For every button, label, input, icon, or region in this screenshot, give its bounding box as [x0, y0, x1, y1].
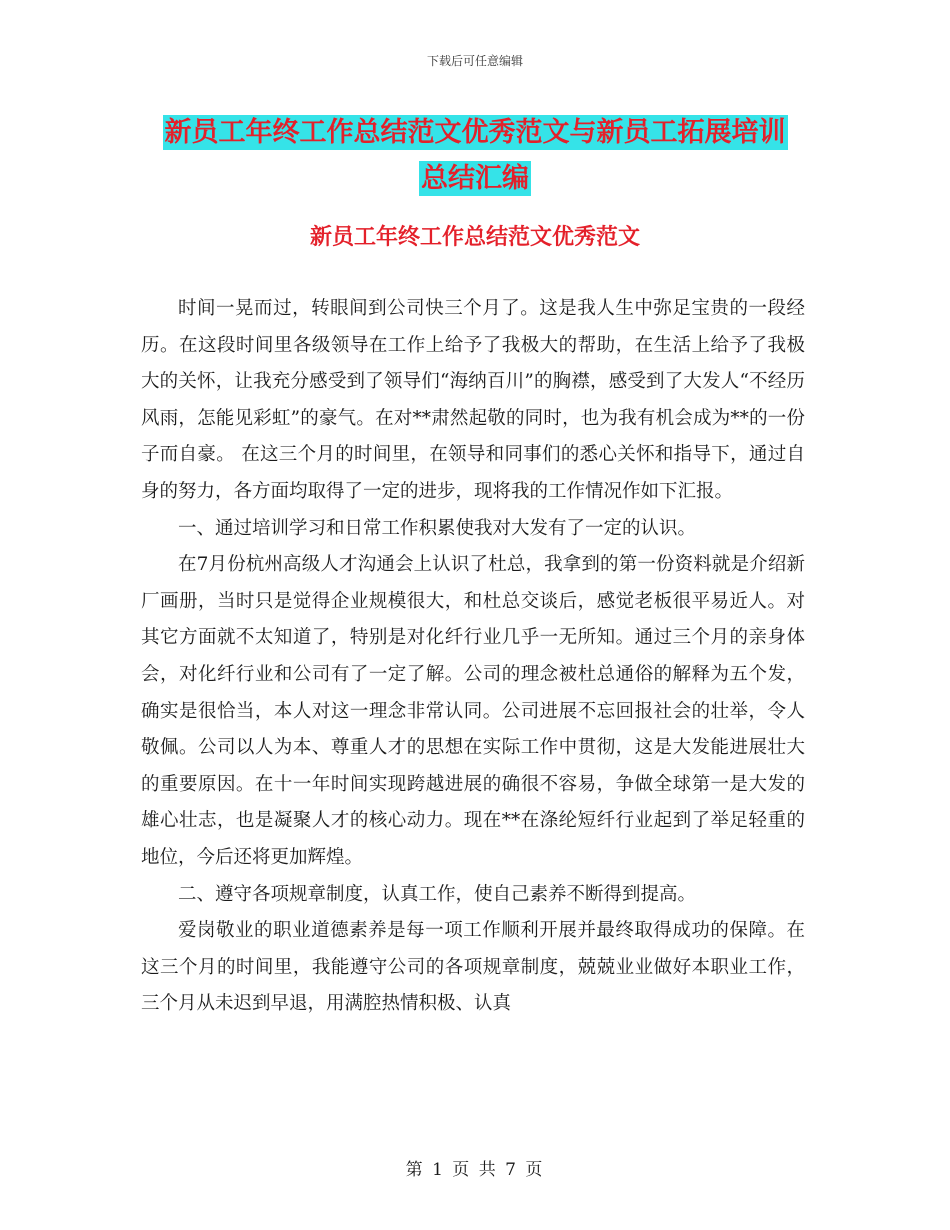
page-header: 下载后可任意编辑	[426, 54, 523, 68]
paragraph: 二、遵守各项规章制度，认真工作，使自己素养不断得到提高。	[178, 883, 697, 905]
paragraph: 在7月份杭州高级人才沟通会上认识了杜总，我拿到的第一份资料就是介绍新厂画册，当时只是觉得企业规模很大，和杜总交谈后，感觉老板很平易近人。对其它方面就不太知道了，特别是对化纤行业几乎一无所知。通过三个月的亲身体会，对化纤行业和公司有了一定了解。公司的理念被杜总通俗的解释为五个发，确实是很恰当，本人对这一理念非常认同。公司进展不忘回报社会的壮举，令人敬佩。公司以人为本、尊重人才的思想在实际工作中贯彻，这是大发能进展壮大的重要原因。在十一年时间实现跨越进展的确很不容易，争做全球第一是大发的雄心壮志，也是凝聚人才的核心动力。现在**在涤纶短纤行业起到了举足轻重的地位，今后还将更加辉煌。	[141, 554, 805, 868]
document-title-line2: 总结汇编	[421, 163, 529, 194]
section-title: 新员工年终工作总结范文优秀范文	[309, 225, 640, 250]
document-body	[141, 291, 805, 1023]
document-title	[140, 110, 810, 202]
document-title-line1: 新员工年终工作总结范文优秀范文与新员工拓展培训	[164, 117, 786, 148]
paragraph: 一、通过培训学习和日常工作积累使我对大发有了一定的认识。	[178, 517, 697, 539]
paragraph: 爱岗敬业的职业道德素养是每一项工作顺利开展并最终取得成功的保障。在这三个月的时间里，我能遵守公司的各项规章制度，兢兢业业做好本职业工作，三个月从未迟到早退，用满腔热情积极、认真	[141, 920, 805, 1015]
paragraph: 时间一晃而过，转眼间到公司快三个月了。这是我人生中弥足宝贵的一段经历。在这段时间里各级领导在工作上给予了我极大的帮助，在生活上给予了我极大的关怀，让我充分感受到了领导们“海纳百川”的胸襟，感受到了大发人“不经历风雨，怎能见彩虹”的豪气。在对**肃然起敬的同时，也为我有机会成为**的一份子而自豪。 在这三个月的时间里，在领导和同事们的悉心关怀和指导下，通过自身的努力，各方面均取得了一定的进步，现将我的工作情况作如下汇报。	[141, 298, 805, 502]
page-number: 第 1 页 共 7 页	[405, 1160, 545, 1180]
